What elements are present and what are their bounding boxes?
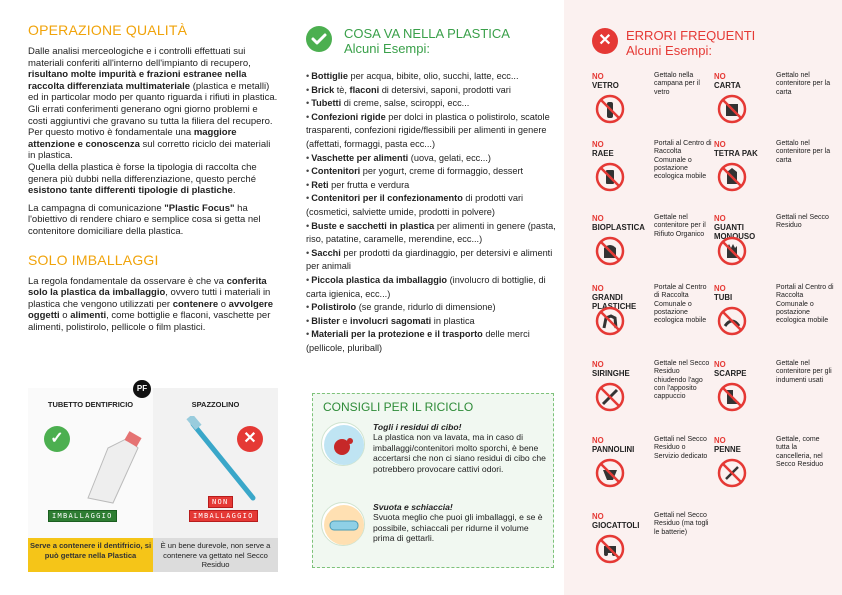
emphasis-text: Reti — [311, 179, 329, 190]
packaging-paragraph — [28, 276, 278, 334]
body-text: per dolci in plastica o polistirolo, scatole trasparenti, confezioni rigide/flessibili per alimenti in genere (affettati, formaggi, pasta ecc...) — [306, 111, 550, 149]
error-description: Gettali nel Secco Residuo (ma togli le batterie) — [654, 512, 709, 536]
toothbrush-icon — [183, 416, 263, 506]
no-label: NO — [592, 284, 604, 293]
tip-food-body: La plastica non va lavata, ma in caso di imballaggi/contenitori molto sporchi, è bene accertarsi che non ci siano residui di cibo che potrebbero provocare cattivi odori. — [373, 432, 546, 474]
body-text: ha l'obiettivo di rendere chiaro e semplice cosa si getta nel contenitore domiciliare della plastica. — [28, 202, 261, 237]
body-text: La campagna di comunicazione — [28, 202, 165, 214]
body-text: e — [339, 315, 351, 326]
body-text: per prodotti da giardinaggio, per detersivi e alimenti per animali — [306, 247, 553, 272]
error-item-guanti-monouso — [714, 214, 842, 278]
list-item — [306, 301, 556, 315]
no-label: NO — [714, 140, 726, 149]
body-text: (uova, gelati, ecc...) — [408, 152, 491, 163]
emphasis-text: Brick — [311, 84, 335, 95]
error-name: GUANTI MONOUSO — [714, 223, 756, 241]
list-item — [306, 84, 556, 98]
toothbrush-caption: È un bene durevole, non serve a contenere va gettato nel Secco Residuo — [153, 538, 278, 572]
packaging-comparison — [28, 384, 278, 569]
emphasis-text: Confezioni rigide — [311, 111, 386, 122]
error-description: Gettale nel Secco Residuo chiudendo l'ago con l'apposito cappuccio — [654, 360, 710, 401]
body-text: di prodotti vari (cosmetici, salviette umide, prodotti in polvere) — [306, 193, 524, 217]
no-label: NO — [592, 512, 604, 521]
error-description: Gettalo nella campana per il vetro — [654, 72, 700, 96]
error-description: Gettali nel Secco Residuo o Servizio dedicato — [654, 436, 708, 460]
bullet-icon: • — [306, 84, 310, 95]
emphasis-text: Piccola plastica da imballaggio — [311, 274, 448, 285]
error-item-giocattoli — [592, 512, 722, 576]
body-text: , come bottiglie e flaconi, vaschette per alimenti, polistirolo, pellicole o film plastici. — [28, 310, 271, 333]
packaging-stamp: IMBALLAGGIO — [48, 510, 117, 522]
emphasis-text: Vaschette per alimenti — [311, 152, 409, 163]
quality-paragraph-2 — [28, 104, 278, 162]
list-item — [306, 220, 556, 247]
tip-crush-text — [373, 502, 549, 544]
error-label — [592, 512, 652, 530]
bullet-icon: • — [306, 98, 310, 109]
toothpaste-caption: Serve a contenere il dentifricio, si può gettare nella Plastica — [28, 538, 153, 572]
error-item-tetra-pak — [714, 140, 842, 204]
list-item — [306, 165, 556, 179]
body-text: Gli errati conferimenti generano ogni giorno problemi e costi aggiuntivi che gravano su tutta la filiera del recupero. Per questo motivo è fondamentale una — [28, 103, 273, 139]
body-text: di creme, salse, sciroppi, ecc... — [341, 98, 470, 109]
no-label: NO — [592, 436, 604, 445]
error-name: PENNE — [714, 445, 741, 454]
error-name: BIOPLASTICA — [592, 223, 645, 232]
not-stamp: NON — [208, 496, 233, 508]
error-label — [714, 436, 774, 454]
error-name: GRANDI PLASTICHE — [592, 293, 637, 311]
body-text: di detersivi, saponi, prodotti vari — [379, 84, 511, 95]
error-name: GIOCATTOLI — [592, 521, 640, 530]
packaging-title: SOLO IMBALLAGGI — [28, 251, 159, 268]
diaper-icon — [595, 458, 625, 488]
phone-icon — [595, 162, 625, 192]
toothpaste-panel — [28, 388, 153, 538]
bullet-icon: • — [306, 111, 310, 122]
error-name: RAEE — [592, 149, 614, 158]
toothbrush-title: SPAZZOLINO — [191, 400, 240, 409]
bullet-icon: • — [306, 302, 310, 313]
error-item-bioplastica — [592, 214, 722, 278]
errors-title-line1: ERRORI FREQUENTI — [626, 28, 756, 43]
list-item — [306, 192, 556, 219]
tips-title: CONSIGLI PER IL RICICLO — [323, 400, 474, 414]
no-label: NO — [714, 284, 726, 293]
food-residue-icon — [321, 422, 365, 466]
body-text: (plastica e metalli) ed in particolar modo per quanto riguarda i rifiuti in plastica. — [28, 80, 278, 104]
list-item — [306, 328, 556, 355]
no-label: NO — [592, 72, 604, 81]
no-label: NO — [592, 140, 604, 149]
errors-title-line2: Alcuni Esempi: — [626, 43, 712, 58]
tip-food-title: Togli i residui di cibo! — [373, 422, 462, 432]
glove-icon — [717, 236, 747, 266]
error-description: Gettalo nel contenitore per la carta — [776, 140, 831, 164]
toothbrush-panel — [153, 388, 278, 538]
emphasis-text: Tubetti — [311, 98, 342, 109]
body-text: Quella della plastica è forse la tipologia di raccolta che genera più dubbi nella differenziazione, questo perché — [28, 161, 257, 185]
error-description: Portale al Centro di Raccolta Comunale o postazione ecologica mobile — [654, 284, 707, 325]
body-text: sul corretto riciclo dei materiali in plastica. — [28, 138, 271, 162]
tip-crush-body: Svuota meglio che puoi gli imballaggi, e se è possibile, schiaccali per ridurne il volume prima di gettarli. — [373, 512, 543, 544]
list-item — [306, 274, 556, 301]
syringe-icon — [595, 382, 625, 412]
bullet-icon: • — [306, 166, 310, 177]
error-description: Gettale nel contenitore per gli indumenti usati — [776, 360, 832, 384]
crushed-bottle-icon — [321, 502, 365, 546]
error-name: TUBI — [714, 293, 733, 302]
emphasis-text: Bottiglie — [311, 71, 348, 81]
body-text: (se grande, ridurlo di dimensione) — [356, 302, 496, 313]
error-label — [592, 72, 652, 90]
body-text: per alimenti in genere (pasta, riso, patatine, caramelle, merendine, ecc...) — [306, 220, 556, 245]
bullet-icon: • — [306, 179, 310, 190]
compost-bag-icon — [595, 236, 625, 266]
emphasis-text: avvolgere oggetti — [28, 298, 274, 322]
bullet-icon: • — [306, 220, 310, 231]
bullet-icon: • — [306, 274, 310, 285]
list-item — [306, 97, 556, 111]
emphasis-text: involucri sagomati — [350, 315, 432, 326]
list-item — [306, 111, 556, 152]
error-label — [592, 214, 652, 232]
body-text: . — [232, 185, 236, 197]
no-label: NO — [592, 214, 604, 223]
emphasis-text: Contenitori per il confezionamento — [311, 193, 463, 204]
list-item — [306, 70, 556, 84]
toy-car-icon — [595, 534, 625, 564]
emphasis-text: contenere — [172, 298, 219, 310]
glass-bottle-icon — [595, 94, 625, 124]
body-text: in plastica — [431, 315, 475, 326]
error-name: VETRO — [592, 81, 619, 90]
error-description: Gettale nel contenitore per il Rifiuto Organico — [654, 214, 706, 238]
errors-section — [564, 0, 842, 595]
error-name: PANNOLINI — [592, 445, 635, 454]
carton-icon — [717, 162, 747, 192]
error-item-pannolini — [592, 436, 722, 500]
plastic-focus-logo: PF — [133, 380, 151, 398]
check-icon: ✓ — [44, 426, 70, 452]
emphasis-text: Materiali per la protezione e il trasporto — [311, 329, 483, 340]
error-label — [592, 140, 652, 158]
emphasis-text: alimenti — [70, 310, 107, 322]
error-description: Gettalo nel contenitore per la carta — [776, 72, 831, 96]
error-label — [592, 360, 652, 378]
tip-crush-title: Svuota e schiaccia! — [373, 502, 453, 512]
quality-paragraph-1 — [28, 46, 278, 104]
cross-icon: ✕ — [237, 426, 263, 452]
body-text: Dalle analisi merceologiche e i controlli effettuati sui materiali conferiti all'interno dell'impianto di recupero, — [28, 46, 251, 69]
list-item — [306, 179, 556, 193]
plastic-header — [306, 22, 556, 60]
error-description: Portali al Centro di Raccolta Comunale o postazione ecologica mobile — [654, 140, 712, 181]
body-text: delle merci (pellicole, pluriball) — [306, 329, 530, 353]
quality-paragraph-4 — [28, 203, 278, 238]
body-text: o — [218, 298, 229, 310]
list-item — [306, 315, 556, 329]
bullet-icon: • — [306, 315, 310, 326]
no-label: NO — [714, 214, 726, 223]
emphasis-text: esistono tante differenti tipologie di plastiche — [28, 185, 233, 197]
list-item — [306, 152, 556, 166]
plastic-title-line2: Alcuni Esempi: — [344, 41, 430, 56]
list-item — [306, 247, 556, 274]
errors-title — [626, 28, 755, 58]
error-name: CARTA — [714, 81, 741, 90]
emphasis-text: risultano molte impurità e frazioni estranee nella raccolta differenziata multimateriale — [28, 69, 247, 92]
body-text: (involucro di bottiglie, di carta igienica, ecc...) — [306, 274, 546, 299]
body-text: per frutta e verdura — [328, 179, 410, 190]
emphasis-text: Blister — [311, 315, 340, 326]
no-label: NO — [714, 436, 726, 445]
error-name: TETRA PAK — [714, 149, 758, 158]
quality-section — [28, 22, 278, 333]
error-item-scarpe — [714, 360, 842, 424]
body-text: o — [59, 310, 71, 322]
body-text: per acqua, bibite, olio, succhi, latte, ecc... — [347, 71, 519, 81]
plastic-section — [306, 22, 556, 355]
tip-food-text — [373, 422, 549, 474]
recycling-tips — [312, 393, 554, 568]
emphasis-text: Contenitori — [311, 166, 361, 177]
error-item-tubi — [714, 284, 842, 348]
emphasis-text: Sacchi — [311, 247, 341, 258]
toy-horse-icon — [595, 306, 625, 336]
x-circle-icon: ✕ — [592, 28, 618, 54]
quality-title: OPERAZIONE QUALITÀ — [28, 22, 188, 38]
body-text: per yogurt, creme di formaggio, dessert — [360, 166, 524, 177]
hose-icon — [717, 306, 747, 336]
not-packaging-stamp: IMBALLAGGIO — [189, 510, 258, 522]
error-item-grandi-plastiche — [592, 284, 722, 348]
bullet-icon: • — [306, 247, 310, 258]
emphasis-text: Buste e sacchetti in plastica — [311, 220, 435, 231]
error-label — [592, 436, 652, 454]
no-label: NO — [714, 72, 726, 81]
emphasis-text: maggiore attenzione e conoscenza — [28, 127, 237, 150]
body-text: , ovvero tutti i materiali in plastica che vengono utilizzati per — [28, 287, 271, 310]
error-item-siringhe — [592, 360, 722, 424]
error-label — [714, 140, 774, 158]
error-description: Gettale, come tutta la cancelleria, nel Secco Residuo — [776, 436, 824, 468]
bullet-icon: • — [306, 329, 310, 340]
error-item-raee — [592, 140, 722, 204]
toothpaste-title: TUBETTO DENTIFRICIO — [47, 400, 134, 409]
no-label: NO — [592, 360, 604, 369]
bullet-icon: • — [306, 193, 310, 204]
bullet-icon: • — [306, 152, 310, 163]
error-item-vetro — [592, 72, 722, 136]
plastic-list — [306, 70, 556, 355]
quality-paragraph-3 — [28, 162, 278, 197]
emphasis-text: flaconi — [349, 84, 380, 95]
emphasis-text: conferita solo la plastica da imballaggio — [28, 275, 267, 299]
emphasis-text: Polistirolo — [311, 302, 357, 313]
check-circle-icon — [306, 26, 332, 52]
pen-icon — [717, 458, 747, 488]
error-label — [714, 72, 774, 90]
toothpaste-tube-icon — [78, 428, 148, 508]
plastic-title — [344, 26, 510, 56]
error-label — [714, 360, 774, 378]
boot-icon — [717, 382, 747, 412]
no-label: NO — [714, 360, 726, 369]
body-text: La regola fondamentale da osservare è che va — [28, 275, 227, 287]
emphasis-text: "Plastic Focus" — [164, 202, 235, 214]
plastic-title-line1: COSA VA NELLA PLASTICA — [344, 26, 510, 41]
error-description: Portali al Centro di Raccolta Comunale o postazione ecologica mobile — [776, 284, 834, 325]
paper-box-icon — [717, 94, 747, 124]
bullet-icon: • — [306, 71, 310, 81]
error-name: SIRINGHE — [592, 369, 630, 378]
body-text: tè, — [334, 84, 350, 95]
error-item-carta — [714, 72, 842, 136]
error-item-penne — [714, 436, 842, 500]
error-description: Gettali nel Secco Residuo — [776, 214, 829, 230]
error-label — [714, 284, 774, 302]
error-name: SCARPE — [714, 369, 747, 378]
